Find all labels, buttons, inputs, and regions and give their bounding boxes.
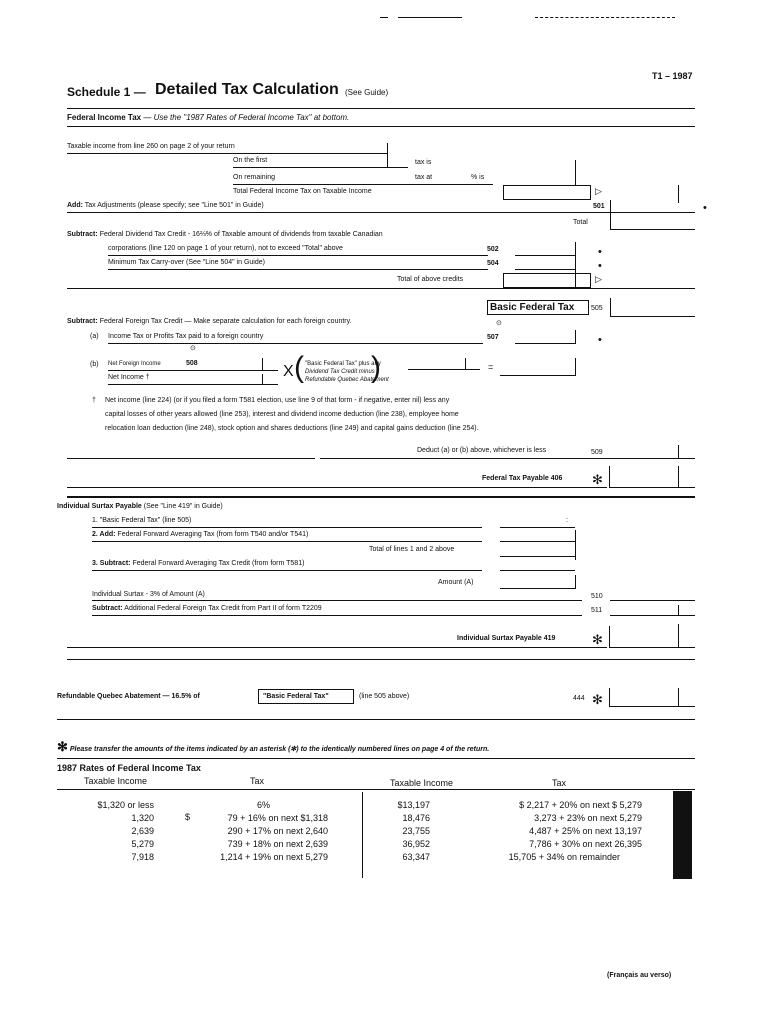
rule [57, 758, 695, 759]
line-505: 505 [591, 305, 603, 312]
rule [108, 384, 278, 385]
rule [92, 600, 582, 601]
rule [500, 556, 575, 557]
net-income-label: Net Income † [108, 374, 150, 381]
rule [575, 530, 576, 560]
rates-header-income: Taxable Income [84, 776, 148, 786]
total-credits-input[interactable] [503, 273, 591, 288]
subtract-text: Federal Dividend Tax Credit - 16⅔% of Taxable amount of dividends from taxable Canadian [99, 231, 383, 238]
rule [610, 298, 611, 316]
bullet-icon: • [598, 260, 602, 272]
rule [92, 615, 582, 616]
asterisk-icon: ✻ [57, 739, 68, 754]
net-income-note-3: relocation loan deduction (line 248), stock option and shares deductions (line 249) and capital gains deduction (line 254). [105, 425, 479, 432]
scan-mark [380, 17, 388, 18]
rule [678, 688, 679, 707]
rule [575, 160, 576, 186]
rates-header-tax-2: Tax [552, 778, 567, 788]
rate-tax: 6% [256, 800, 270, 810]
asterisk-icon: ✻ [592, 632, 603, 647]
rates-col-income [84, 799, 154, 864]
total-federal-input[interactable] [503, 185, 591, 200]
black-edge-bar [673, 791, 692, 879]
federal-heading: Federal Income Tax [67, 113, 142, 122]
rule [610, 200, 611, 230]
surtax-heading-note: (See "Line 419" in Guide) [143, 503, 223, 510]
rate-income: 1,320 [131, 813, 154, 823]
federal-tax-payable-label: Federal Tax Payable 406 [482, 475, 563, 482]
rule [92, 541, 482, 542]
rule [67, 659, 695, 660]
bracket-left-icon: ( [294, 351, 304, 384]
foreign-subtract-label: Subtract: [67, 318, 98, 325]
scan-mark [535, 17, 675, 18]
bracket-right-icon: ) [371, 351, 381, 384]
b-label: (b) [90, 361, 99, 368]
rule [515, 255, 575, 256]
surtax-subtract-text: Additional Federal Foreign Tax Credit from Part II of form T2209 [124, 605, 322, 612]
rule [108, 255, 488, 256]
total-credits-label: Total of above credits [397, 276, 464, 283]
min-tax-label: Minimum Tax Carry-over (See "Line 504" in Guide) [108, 259, 265, 266]
rate-tax-2: 4,487 + 25% on next 13,197 [529, 826, 642, 836]
a-label: (a) [90, 333, 99, 340]
amount-a-label: Amount (A) [438, 579, 474, 586]
net-income-note-2: capital losses of other years allowed (line 253), interest and dividend income deduction (line 238), employee home [105, 411, 459, 418]
formula-line-3: Refundable Quebec Abatement [305, 377, 389, 383]
rule [575, 358, 576, 376]
foreign-row [67, 318, 352, 325]
quebec-after: (line 505 above) [359, 693, 410, 700]
line-509: 509 [591, 449, 603, 456]
rule [92, 527, 482, 528]
subtract-text-2: corporations (line 120 on page 1 of your return), not to exceed "Total" above [108, 245, 343, 252]
a-text: Income Tax or Profits Tax paid to a foreign country [108, 333, 264, 340]
surtax-item-2-row [92, 531, 308, 538]
rates-col-tax-2 [484, 799, 642, 864]
rule [233, 184, 493, 185]
line-502: 502 [487, 246, 499, 253]
rule [57, 719, 695, 720]
rule [500, 527, 575, 528]
line-501: 501 [593, 203, 605, 210]
rule [500, 588, 575, 589]
rule [465, 358, 466, 369]
rule [108, 269, 488, 270]
rates-col-income-2 [380, 799, 430, 864]
rule [262, 358, 263, 370]
transfer-note-row [57, 739, 490, 754]
equals-sign: = [488, 362, 494, 372]
rule [500, 375, 575, 376]
line-504: 504 [487, 260, 499, 267]
surtax-add-label: 2. Add: [92, 531, 116, 538]
quebec-input[interactable] [609, 688, 695, 707]
surtax-item-1: 1. "Basic Federal Tax" (line 505) [92, 517, 192, 524]
rule [678, 185, 679, 203]
rate-income: 7,918 [131, 852, 154, 862]
rule [610, 600, 695, 601]
rule [515, 343, 575, 344]
rule [500, 541, 575, 542]
multiply-sign: X [283, 363, 294, 380]
rule [67, 288, 695, 289]
rule [262, 374, 263, 384]
rate-tax-2: 3,273 + 23% on next 5,279 [534, 813, 642, 823]
total-federal-label: Total Federal Income Tax on Taxable Income [233, 188, 372, 195]
federal-heading-note: — Use the "1987 Rates of Federal Income Tax" at bottom. [143, 113, 350, 122]
section-rule [67, 496, 695, 498]
total-label: Total [573, 219, 588, 226]
circle-icon: ⊙ [496, 320, 502, 327]
arrow-right-icon: ▷ [595, 186, 602, 196]
table-divider [362, 792, 363, 878]
total-1-2-label: Total of lines 1 and 2 above [369, 546, 455, 553]
line-508: 508 [186, 360, 198, 367]
rule [610, 316, 695, 317]
quebec-box: "Basic Federal Tax" [258, 689, 354, 704]
tax-at-label: tax at [415, 174, 433, 181]
page-title: Detailed Tax Calculation [155, 81, 339, 98]
footer-french: (Français au verso) [607, 972, 672, 979]
on-first-label: On the first [233, 157, 268, 164]
rule [67, 458, 315, 459]
rate-tax: 1,214 + 19% on next 5,279 [220, 852, 328, 862]
bullet-icon: • [598, 246, 602, 258]
rule [678, 624, 679, 648]
rule [575, 330, 576, 344]
deduct-label: Deduct (a) or (b) above, whichever is less [417, 447, 547, 454]
colon-mark: : [566, 517, 568, 524]
rule [408, 369, 480, 370]
rule [57, 789, 695, 790]
transfer-note: Please transfer the amounts of the items indicated by an asterisk (✻) to the identically numbered lines on page 4 of the return. [69, 746, 490, 753]
rule [92, 570, 482, 571]
rule [67, 487, 607, 488]
schedule-label: Schedule 1 — [67, 85, 146, 99]
line-511: 511 [591, 607, 603, 614]
rate-tax-2: 15,705 + 34% on remainder [508, 852, 620, 862]
rate-tax-2: 7,786 + 30% on next 26,395 [529, 839, 642, 849]
taxable-income-label: Taxable income from line 260 on page 2 of your return [67, 143, 235, 150]
rule [610, 615, 695, 616]
line-507: 507 [487, 334, 499, 341]
surtax-payable-input[interactable] [609, 626, 695, 648]
formula-line-1: "Basic Federal Tax" plus any [305, 361, 381, 367]
subtract-row [67, 231, 383, 238]
on-remaining-label: On remaining [233, 174, 276, 181]
rate-income: $1,320 or less [97, 800, 154, 810]
surtax-subtract-label-3: 3. Subtract: [92, 560, 131, 567]
rule [67, 647, 607, 648]
federal-heading-row [67, 113, 349, 122]
surtax-item-2: Federal Forward Averaging Tax (from form T540 and/or T541) [117, 531, 309, 538]
surtax-heading: Individual Surtax Payable [57, 503, 142, 510]
scan-mark [398, 17, 462, 18]
rate-tax: 739 + 18% on next 2,639 [227, 839, 328, 849]
rule [233, 167, 408, 168]
rule [575, 575, 576, 589]
dollar-sign: $ [185, 812, 191, 822]
rule [678, 445, 679, 459]
add-row [67, 202, 264, 209]
federal-tax-payable-input[interactable] [609, 466, 695, 488]
rates-col-tax [185, 799, 328, 864]
rule [678, 466, 679, 488]
circle-icon: ⊙ [190, 345, 196, 352]
rate-income-2: $13,197 [397, 800, 430, 810]
rule [108, 343, 483, 344]
rate-income-2: 23,755 [402, 826, 430, 836]
rates-header-tax: Tax [250, 776, 265, 786]
rates-heading: 1987 Rates of Federal Income Tax [57, 763, 201, 773]
rate-tax-2: $ 2,217 + 20% on next $ 5,279 [519, 800, 642, 810]
asterisk-icon: ✻ [592, 472, 603, 487]
quebec-label: Refundable Quebec Abatement — 16.5% of [57, 693, 200, 700]
surtax-subtract-row [92, 605, 322, 612]
surtax-heading-row [57, 503, 223, 510]
line-510: 510 [591, 593, 603, 600]
bullet-icon: • [598, 334, 602, 346]
rate-income-2: 63,347 [402, 852, 430, 862]
tax-is-label: tax is [415, 159, 432, 166]
add-text: Tax Adjustments (please specify; see "Line 501" in Guide) [84, 202, 264, 209]
add-label: Add: [67, 202, 83, 209]
bullet-icon: • [703, 202, 707, 214]
rate-tax: 79 + 16% on next $1,318 [227, 813, 328, 823]
rule [515, 269, 575, 270]
rule [108, 370, 278, 371]
see-guide: (See Guide) [345, 88, 389, 97]
surtax-item-3: Federal Forward Averaging Tax Credit (from form T581) [132, 560, 305, 567]
header-rule [67, 108, 695, 109]
rule [387, 143, 388, 167]
line-444: 444 [573, 695, 585, 702]
foreign-text: Federal Foreign Tax Credit — Make separate calculation for each foreign country. [99, 318, 352, 325]
form-code: T1 – 1987 [652, 71, 693, 81]
rule [67, 126, 695, 127]
rate-tax: 290 + 17% on next 2,640 [227, 826, 328, 836]
rule [320, 458, 610, 459]
individual-surtax-label: Individual Surtax - 3% of Amount (A) [92, 591, 205, 598]
rule [610, 229, 695, 230]
net-income-note-1: Net income (line 224) (or if you filed a form T581 election, use line 9 of that form - if negative, enter nil) less any [105, 397, 450, 404]
rule [678, 605, 679, 616]
rule [67, 212, 695, 213]
asterisk-icon: ✻ [592, 692, 603, 707]
rate-income-2: 36,952 [402, 839, 430, 849]
net-foreign-label: Net Foreign Income [108, 361, 161, 367]
pct-is-label: % is [471, 174, 485, 181]
basic-federal-tax-label: Basic Federal Tax [490, 302, 575, 313]
formula-line-2: Dividend Tax Credit minus [305, 369, 375, 375]
surtax-item-3-row [92, 560, 304, 567]
rule [500, 570, 575, 571]
rate-income: 5,279 [131, 839, 154, 849]
rule [67, 153, 387, 154]
rate-income-2: 18,476 [402, 813, 430, 823]
subtract-label: Subtract: [67, 231, 98, 238]
rates-header-income-2: Taxable Income [390, 778, 454, 788]
rule [610, 458, 695, 459]
rate-income: 2,639 [131, 826, 154, 836]
surtax-subtract-label: Subtract: [92, 605, 123, 612]
dagger-mark: † [92, 397, 96, 404]
arrow-right-icon: ▷ [595, 274, 602, 284]
surtax-payable-label: Individual Surtax Payable 419 [457, 635, 556, 642]
